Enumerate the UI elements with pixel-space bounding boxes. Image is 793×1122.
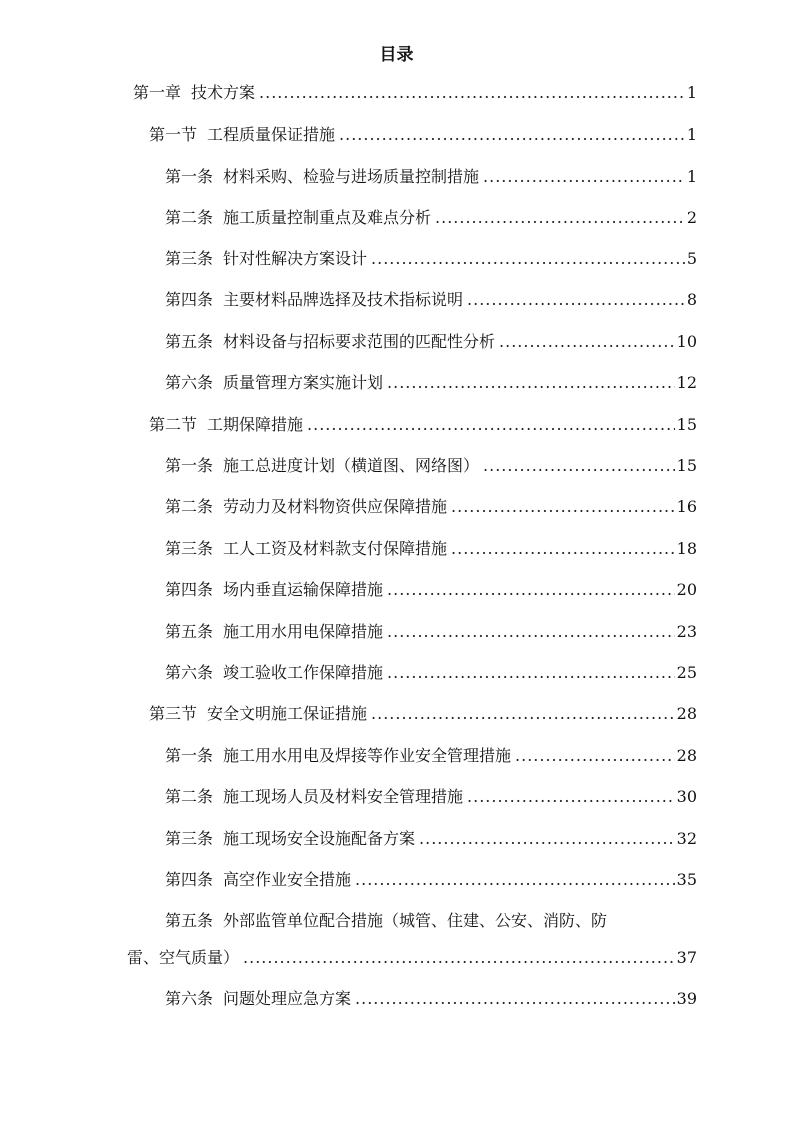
toc-entry-page: 20 — [676, 580, 697, 599]
toc-entry[interactable] — [165, 578, 697, 602]
toc-entry-number: 第三条 — [165, 249, 214, 268]
dot-leader — [243, 946, 675, 970]
toc-entry[interactable] — [165, 206, 697, 230]
dot-leader — [355, 868, 675, 892]
dot-leader — [467, 785, 675, 809]
dot-leader — [451, 537, 675, 561]
toc-entry-number: 第四条 — [165, 290, 214, 309]
toc-entry[interactable] — [165, 827, 697, 851]
toc-entry[interactable] — [165, 247, 697, 271]
toc-entry-text: 主要材料品牌选择及技术指标说明 — [223, 290, 464, 309]
toc-entry-text: 工期保障措施 — [207, 415, 304, 434]
toc-entry-number: 第五条 — [165, 332, 214, 351]
toc-entry-page: 2 — [686, 208, 697, 227]
dot-leader — [483, 165, 685, 189]
dot-leader — [371, 702, 675, 726]
toc-entry-text: 竣工验收工作保障措施 — [223, 663, 384, 682]
toc-entry-page: 12 — [676, 373, 697, 392]
toc-entry-number: 第四条 — [165, 870, 214, 889]
dot-leader — [515, 744, 675, 768]
dot-leader — [387, 371, 675, 395]
toc-entry-page: 32 — [676, 829, 697, 848]
toc-entry-number: 第二条 — [165, 208, 214, 227]
toc-entry-number: 第一节 — [149, 125, 198, 144]
toc-entry-text: 安全文明施工保证措施 — [207, 704, 368, 723]
toc-entry-page: 18 — [676, 539, 697, 558]
toc-entry-number: 第三条 — [165, 829, 214, 848]
toc-entry-continuation[interactable] — [127, 946, 697, 970]
toc-entry-page: 1 — [686, 83, 697, 102]
toc-entry-number: 第一条 — [165, 746, 214, 765]
toc-entry-number: 第五条 — [165, 911, 214, 930]
toc-entry-page: 15 — [676, 456, 697, 475]
toc-entry-number: 第一章 — [133, 83, 182, 102]
toc-entry-text: 施工现场安全设施配备方案 — [223, 829, 416, 848]
toc-entry-number: 第二条 — [165, 787, 214, 806]
dot-leader — [499, 330, 675, 354]
toc-entry-page: 5 — [686, 249, 697, 268]
toc-entry[interactable] — [165, 661, 697, 685]
toc-entry-number: 第六条 — [165, 663, 214, 682]
toc-entry[interactable] — [149, 123, 697, 147]
toc-entry-text: 施工现场人员及材料安全管理措施 — [223, 787, 464, 806]
toc-entry[interactable] — [165, 454, 697, 478]
toc-entry-page: 25 — [676, 663, 697, 682]
toc-entry-number: 第五条 — [165, 622, 214, 641]
toc-entry-text: 技术方案 — [191, 83, 256, 102]
toc-entry-page: 30 — [676, 787, 697, 806]
toc-entry[interactable] — [165, 288, 697, 312]
toc-entry[interactable] — [165, 330, 697, 354]
toc-entry[interactable] — [165, 371, 697, 395]
toc-entry-text: 工人工资及材料款支付保障措施 — [223, 539, 448, 558]
toc-entry-text: 施工用水用电保障措施 — [223, 622, 384, 641]
dot-leader — [483, 454, 675, 478]
toc-entry-text: 场内垂直运输保障措施 — [223, 580, 384, 599]
toc-entry-page: 35 — [676, 870, 697, 889]
toc-entry-page: 28 — [676, 704, 697, 723]
toc-entry-number: 第三条 — [165, 539, 214, 558]
toc-entry[interactable] — [165, 495, 697, 519]
toc-entry-page: 1 — [686, 167, 697, 186]
toc-entry-number: 第六条 — [165, 989, 214, 1008]
toc-entry-number: 第二条 — [165, 497, 214, 516]
dot-leader — [419, 827, 675, 851]
toc-entry-text: 劳动力及材料物资供应保障措施 — [223, 497, 448, 516]
toc-entry-text: 高空作业安全措施 — [223, 870, 352, 889]
toc-entry-text-continuation: 雷、空气质量） — [127, 948, 240, 967]
toc-entry[interactable] — [165, 909, 697, 933]
toc-entry[interactable] — [149, 413, 697, 437]
toc-entry-page: 8 — [686, 290, 697, 309]
toc-entry[interactable] — [165, 537, 697, 561]
toc-entry-text: 针对性解决方案设计 — [223, 249, 368, 268]
toc-entry-text: 材料设备与招标要求范围的匹配性分析 — [223, 332, 496, 351]
toc-entry-text: 问题处理应急方案 — [223, 989, 352, 1008]
toc-entry-text: 施工总进度计划（横道图、网络图） — [223, 456, 480, 475]
toc-entry-page: 37 — [676, 948, 697, 967]
toc-entry-text: 施工质量控制重点及难点分析 — [223, 208, 432, 227]
toc-entry-text: 工程质量保证措施 — [207, 125, 336, 144]
toc-entry-number: 第四条 — [165, 580, 214, 599]
toc-entry[interactable] — [133, 81, 697, 105]
dot-leader — [387, 661, 675, 685]
dot-leader — [467, 288, 685, 312]
dot-leader — [371, 247, 685, 271]
toc-entry[interactable] — [165, 868, 697, 892]
toc-entry-number: 第二节 — [149, 415, 198, 434]
toc-entry-number: 第三节 — [149, 704, 198, 723]
dot-leader — [339, 123, 685, 147]
toc-entry-text: 外部监管单位配合措施（城管、住建、公安、消防、防 — [223, 911, 608, 930]
toc-entry-text: 质量管理方案实施计划 — [223, 373, 384, 392]
toc-entry-page: 23 — [676, 622, 697, 641]
toc-entry-page: 28 — [676, 746, 697, 765]
toc-entry[interactable] — [165, 620, 697, 644]
toc-entry[interactable] — [165, 987, 697, 1011]
toc-entry-page: 16 — [676, 497, 697, 516]
toc-entry-number: 第一条 — [165, 456, 214, 475]
toc-entry[interactable] — [165, 785, 697, 809]
toc-entry[interactable] — [165, 165, 697, 189]
toc-entry-page: 10 — [676, 332, 697, 351]
toc-entry-page: 39 — [676, 989, 697, 1008]
toc-entry-page: 1 — [686, 125, 697, 144]
dot-leader — [387, 578, 675, 602]
dot-leader — [451, 495, 675, 519]
toc-entry-text: 材料采购、检验与进场质量控制措施 — [223, 167, 480, 186]
toc-entry[interactable] — [149, 702, 697, 726]
dot-leader — [387, 620, 675, 644]
toc-entry-number: 第一条 — [165, 167, 214, 186]
toc-entry[interactable] — [165, 744, 697, 768]
dot-leader — [435, 206, 685, 230]
dot-leader — [355, 987, 675, 1011]
dot-leader — [307, 413, 675, 437]
dot-leader — [259, 81, 685, 105]
toc-entry-text: 施工用水用电及焊接等作业安全管理措施 — [223, 746, 512, 765]
toc-entry-page: 15 — [676, 415, 697, 434]
page-title: 目录 — [379, 45, 414, 65]
toc-entry-number: 第六条 — [165, 373, 214, 392]
